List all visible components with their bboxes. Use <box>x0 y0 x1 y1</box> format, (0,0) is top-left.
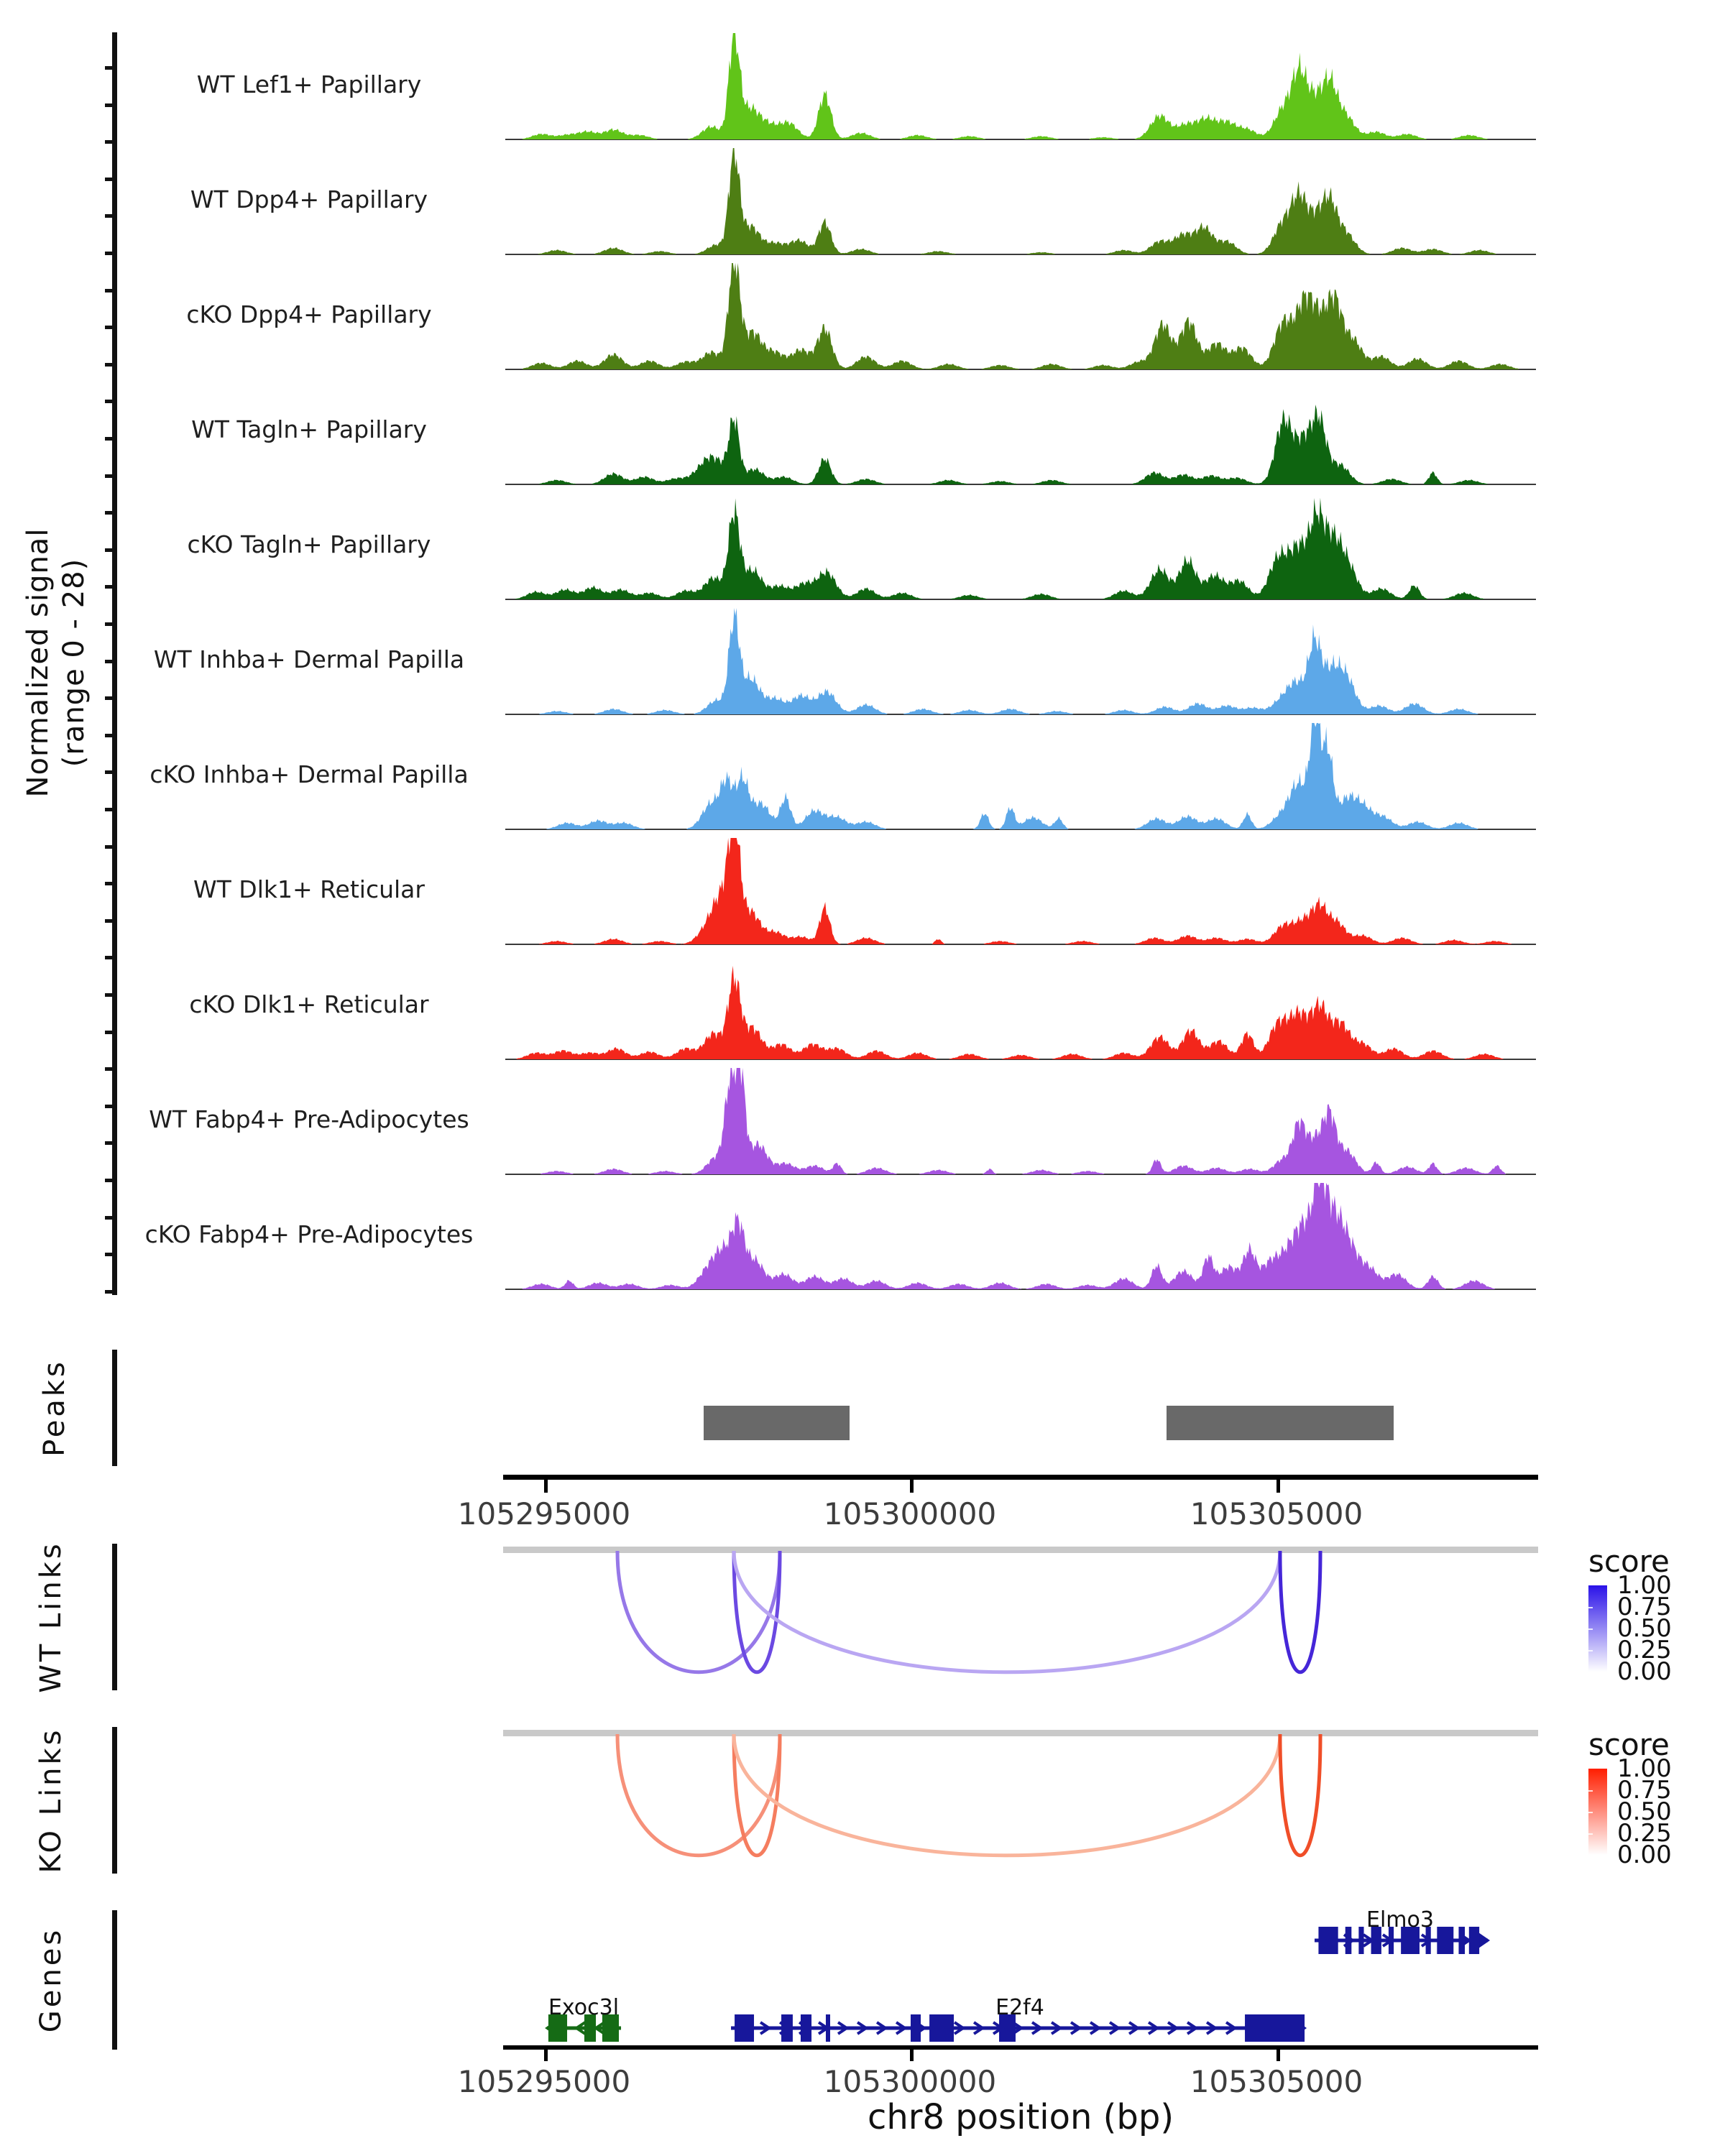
signal-axis-tick <box>105 511 114 515</box>
track-label-9: WT Fabp4+ Pre-Adipocytes <box>149 1105 469 1133</box>
coverage-area-8 <box>505 966 1536 1059</box>
coverage-area-0 <box>505 33 1536 139</box>
signal-axis-tick <box>105 808 114 811</box>
signal-axis-tick <box>105 178 114 181</box>
gene-name-label-E2f4: E2f4 <box>995 1995 1044 2020</box>
track-label-0: WT Lef1+ Papillary <box>196 70 422 98</box>
wt-links-score-legend <box>1576 1544 1725 1716</box>
legend-bar-tick <box>1588 1650 1593 1651</box>
signal-axis-tick <box>105 66 114 70</box>
track-label-2: cKO Dpp4+ Papillary <box>186 300 432 328</box>
track-label-10: cKO Fabp4+ Pre-Adipocytes <box>144 1220 474 1248</box>
link-arc-3 <box>1280 1551 1320 1672</box>
link-arc-2 <box>734 1734 1280 1856</box>
legend-bar-tick <box>1588 1628 1593 1630</box>
legend-tick-label: 0.50 <box>1617 1797 1672 1826</box>
axis-tick-label: 105300000 <box>823 2064 997 2099</box>
wt-legend-title: score <box>1588 1544 1670 1579</box>
signal-tracks-plot <box>503 29 1538 1304</box>
coverage-area-6 <box>505 723 1536 829</box>
gene-name-label-Exoc3l: Exoc3l <box>548 1995 620 2020</box>
track-label-4: cKO Tagln+ Papillary <box>187 530 431 558</box>
signal-axis-tick <box>105 437 114 441</box>
axis-tick <box>910 2050 914 2061</box>
links-baseline <box>503 1547 1538 1553</box>
legend-tick-label: 1.00 <box>1617 1754 1672 1783</box>
gene-exon <box>781 2014 793 2042</box>
track-label-5: WT Inhba+ Dermal Papilla <box>153 645 465 673</box>
y-axis-label-line2: (range 0 - 28) <box>58 558 91 768</box>
legend-bar-tick <box>1588 1607 1593 1608</box>
signal-axis-tick <box>105 696 114 700</box>
links-baseline <box>503 1730 1538 1736</box>
wt-links-section-label: WT Links <box>34 1541 68 1693</box>
track-label-7: WT Dlk1+ Reticular <box>193 875 425 903</box>
legend-tick-label: 0.00 <box>1617 1657 1672 1686</box>
signal-axis-tick <box>105 474 114 478</box>
signal-axis-tick <box>105 103 114 107</box>
wt-links-plot <box>503 1545 1538 1689</box>
gene-exon <box>826 2014 830 2042</box>
axis-tick <box>1276 2050 1280 2061</box>
axis-tick <box>544 2050 548 2061</box>
position-axis-line <box>503 1475 1538 1480</box>
signal-axis-tick <box>105 1105 114 1108</box>
coverage-area-4 <box>505 498 1536 599</box>
gene-exon <box>1245 2014 1305 2042</box>
link-arc-0 <box>617 1551 780 1672</box>
gene-end-arrow-icon <box>1478 1932 1490 1948</box>
legend-tick-label: 0.75 <box>1617 1593 1672 1621</box>
signal-axis-tick <box>105 1141 114 1145</box>
peak-interval-1 <box>1167 1406 1394 1440</box>
track-label-1: WT Dpp4+ Papillary <box>190 185 428 213</box>
ko-links-section-label: KO Links <box>34 1727 68 1874</box>
signal-axis-tick <box>105 1216 114 1220</box>
genes-bracket <box>112 1910 117 2050</box>
legend-tick-label: 0.25 <box>1617 1636 1672 1664</box>
bottom-axis-line <box>503 2045 1538 2050</box>
axis-tick-label: 105305000 <box>1190 2064 1363 2099</box>
axis-tick <box>1276 1480 1280 1493</box>
wt-links-bracket <box>112 1544 117 1690</box>
peaks-section-label: Peaks <box>38 1359 71 1457</box>
axis-tick-label: 105300000 <box>823 1496 997 1531</box>
signal-axis-tick <box>105 585 114 589</box>
ko-legend-title: score <box>1588 1727 1670 1762</box>
signal-axis-tick <box>105 252 114 255</box>
link-arc-0 <box>617 1734 780 1856</box>
axis-tick <box>544 1480 548 1493</box>
signal-axis-tick <box>105 1253 114 1256</box>
wt-legend-colorbar <box>1588 1585 1607 1672</box>
signal-axis-tick <box>105 622 114 626</box>
legend-tick-label: 1.00 <box>1617 1571 1672 1600</box>
axis-tick-label: 105295000 <box>457 2064 631 2099</box>
signal-axis-tick <box>105 214 114 218</box>
signal-axis-tick <box>105 548 114 552</box>
signal-axis-tick <box>105 882 114 885</box>
track-label-6: cKO Inhba+ Dermal Papilla <box>150 760 469 788</box>
signal-axis-tick <box>105 140 114 144</box>
legend-tick-label: 0.75 <box>1617 1776 1672 1805</box>
genes-section-label: Genes <box>34 1927 68 2033</box>
signal-axis-tick <box>105 1067 114 1071</box>
ko-legend-colorbar <box>1588 1769 1607 1855</box>
ko-links-plot <box>503 1728 1538 1872</box>
track-label-3: WT Tagln+ Papillary <box>191 415 427 443</box>
legend-bar-tick <box>1588 1812 1593 1813</box>
signal-axis-tick <box>105 400 114 403</box>
track-label-8: cKO Dlk1+ Reticular <box>189 990 429 1018</box>
signal-axis-tick <box>105 660 114 663</box>
signal-axis-tick <box>105 1290 114 1294</box>
axis-tick-label: 105295000 <box>457 1496 631 1531</box>
coverage-area-2 <box>505 263 1536 369</box>
signal-axis-tick <box>105 770 114 774</box>
ko-links-score-legend <box>1576 1727 1725 1899</box>
axis-tick <box>910 1480 914 1493</box>
signal-axis-tick <box>105 734 114 737</box>
signal-axis-tick <box>105 1179 114 1182</box>
signal-axis-tick <box>105 956 114 959</box>
peaks-bracket <box>112 1350 117 1466</box>
coverage-area-7 <box>505 838 1536 944</box>
signal-axis-tick <box>105 845 114 849</box>
signal-axis-tick <box>105 363 114 367</box>
coverage-area-5 <box>505 608 1536 714</box>
gene-exon <box>735 2014 754 2042</box>
signal-axis-tick <box>105 289 114 292</box>
link-arc-2 <box>734 1551 1280 1672</box>
signal-axis-tick <box>105 326 114 329</box>
coverage-area-9 <box>505 1068 1536 1174</box>
legend-tick-label: 0.50 <box>1617 1614 1672 1643</box>
coverage-area-3 <box>505 405 1536 484</box>
y-axis-label-line1: Normalized signal <box>22 528 55 798</box>
legend-tick-label: 0.25 <box>1617 1819 1672 1848</box>
gene-exon <box>801 2014 811 2042</box>
legend-bar-tick <box>1588 1833 1593 1835</box>
coverage-area-10 <box>505 1183 1536 1289</box>
signal-axis-tick <box>105 1031 114 1034</box>
x-axis-title: chr8 position (bp) <box>867 2097 1174 2137</box>
ko-links-bracket <box>112 1727 117 1874</box>
legend-bar-tick <box>1588 1790 1593 1792</box>
legend-tick-label: 0.00 <box>1617 1841 1672 1869</box>
signal-axis-tick <box>105 919 114 923</box>
gene-name-label-Elmo3: Elmo3 <box>1366 1907 1434 1932</box>
peak-interval-0 <box>704 1406 850 1440</box>
coverage-area-1 <box>505 148 1536 254</box>
signal-axis-tick <box>105 993 114 997</box>
axis-tick-label: 105305000 <box>1190 1496 1363 1531</box>
link-arc-3 <box>1280 1734 1320 1856</box>
